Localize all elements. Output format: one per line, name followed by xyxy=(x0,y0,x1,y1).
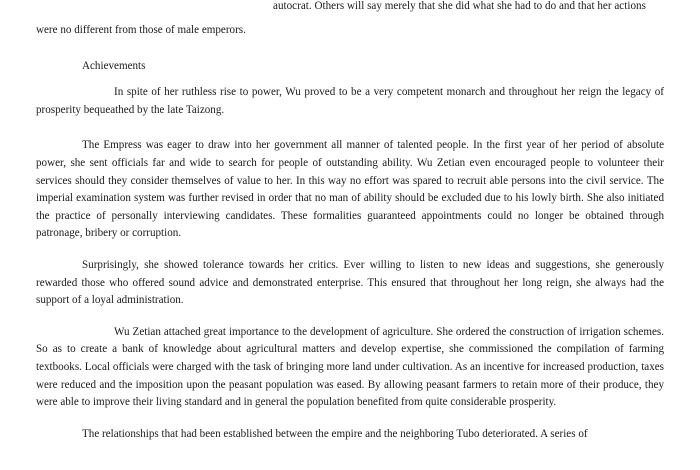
spacer xyxy=(36,119,664,137)
section-heading-achievements: Achievements xyxy=(82,59,146,72)
top-partial-line-2: were no different from those of male emperors. xyxy=(36,24,246,36)
ink-smudge-decoration xyxy=(148,0,260,4)
page-top-row xyxy=(36,0,664,22)
top-partial-line: autocrat. Others will say merely that she did what she had to do and that her actions xyxy=(273,0,646,12)
spacer xyxy=(36,75,664,84)
spacer xyxy=(36,243,664,257)
paragraph: Wu Zetian attached great importance to the development of agriculture. She ordered the construction of irrigation schemes. So as to create a bank of knowledge about agricultural matters and develop expertise, she commissioned the compilation of farming textbooks. Local officials were charged with the task of bringing more land under cultivation. As an incentive for increased production, taxes were reduced and the imposition upon the peasant population was eased. By allowing peasant farmers to retain more of their produce, they were able to improve their living standard and in general the population benefited from quite considerable prosperity. xyxy=(36,325,664,409)
paragraph: Surprisingly, she showed tolerance towards her critics. Ever willing to listen to new ideas and suggestions, she generously rewarded those who offered sound advice and demonstrated enterprise. This ensured that throughout her long reign, she always had the support of a loyal administration. xyxy=(36,258,664,307)
paragraph: The relationships that had been established between the empire and the neighboring Tubo deteriorated. A series of xyxy=(82,427,588,440)
paragraph: The Empress was eager to draw into her government all manner of talented people. In the first year of her period of absolute power, she sent officials far and wide to search for people of outstanding ability. Wu Zetian even encouraged people to volunteer their services should they consider themselves of value to her. In this way no effort was spared to recruit able persons into the civil service. The imperial examination system was further revised in order that no man of ability should be excluded due to his lowly birth. She also initiated the practice of personally interviewing candidates. These formalities guaranteed appointments could no longer be obtained through patronage, bribery or corruption. xyxy=(36,139,664,240)
paragraph: In spite of her ruthless rise to power, Wu proved to be a very competent monarch and throughout her reign the legacy of prosperity bequeathed by the late Taizong. xyxy=(36,86,664,116)
spacer xyxy=(36,310,664,324)
spacer xyxy=(36,412,664,426)
spacer xyxy=(36,40,664,58)
